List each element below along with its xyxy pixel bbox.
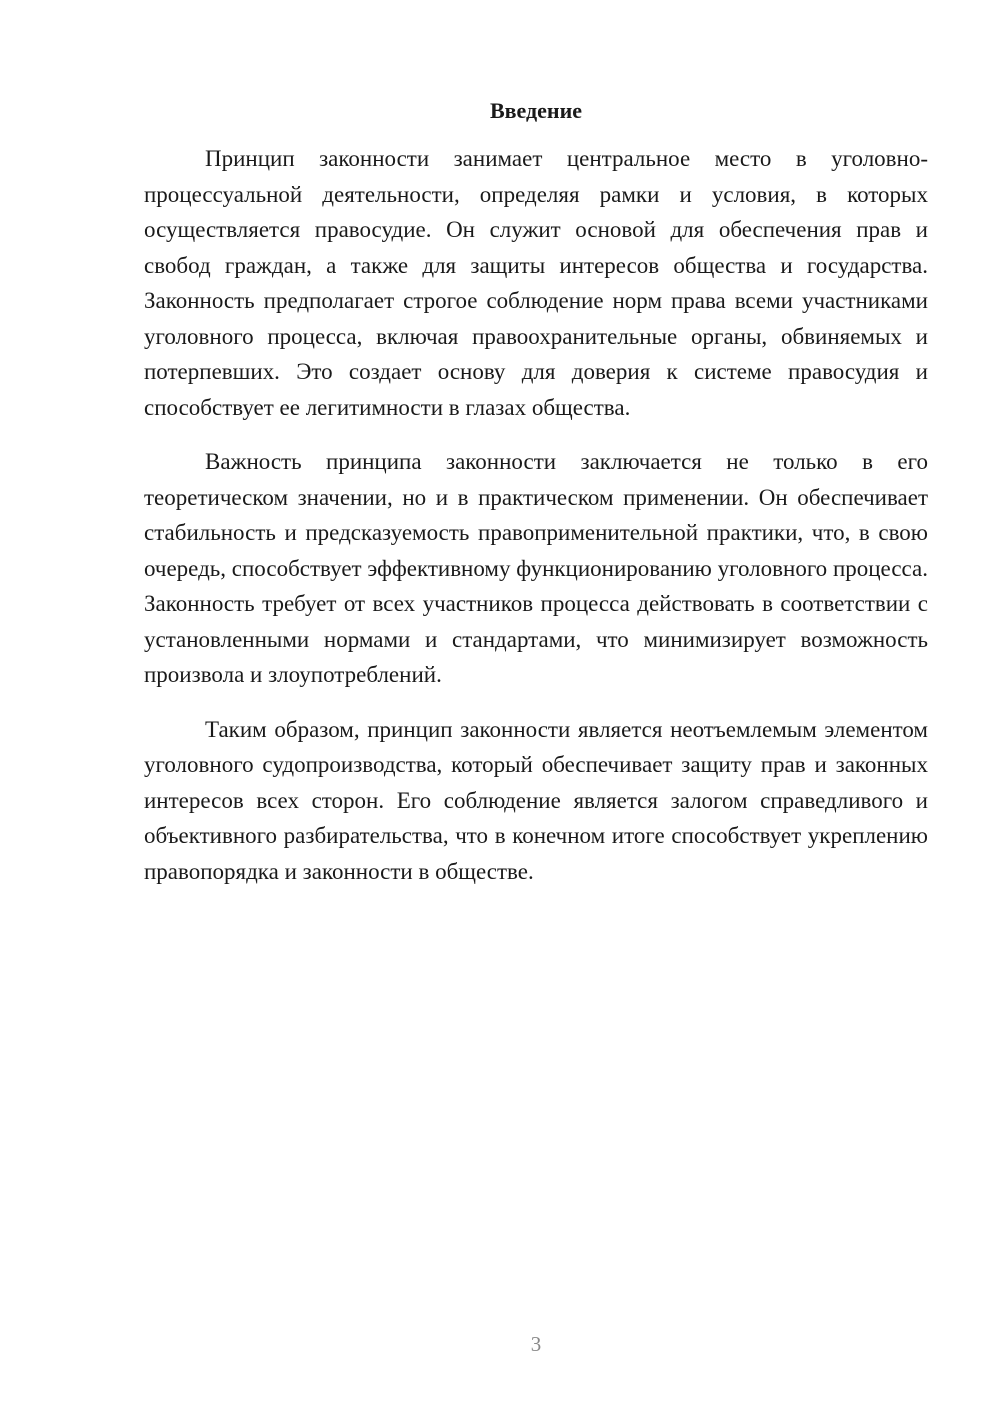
paragraph-2: Важность принципа законности заключается не только в его теоретическом значении, но и в практическом применении. Он обеспечивает стабильность и предсказуемость правоприменительной практики, что, в свою очередь, способствует эффективному функционированию уголовного процесса. Законность требует от всех участников процесса действовать в соответствии с установленными нормами и стандартами, что минимизирует возможность произвола и злоупотреблений. — [144, 449, 928, 687]
section-title: Введение — [489, 98, 583, 123]
paragraph-3: Таким образом, принцип законности является неотъемлемым элементом уголовного судопроизводства, который обеспечивает защиту прав и законных интересов всех сторон. Его соблюдение является залогом справедливого и объективного разбирательства, что в конечном итоге способствует укреплению правопорядка и законности в обществе. — [144, 716, 928, 884]
page-number: 3 — [530, 1332, 542, 1356]
page-content — [144, 94, 928, 889]
paragraph-1: Принцип законности занимает центральное место в уголовно-процессуальной деятельности, определяя рамки и условия, в которых осуществляется правосудие. Он служит основой для обеспечения прав и свобод граждан, а также для защиты интересов общества и государства. Законность предполагает строгое соблюдение норм права всеми участниками уголовного процесса, включая правоохранительные органы, обвиняемых и потерпевших. Это создает основу для доверия к системе правосудия и способствует ее легитимности в глазах общества. — [144, 146, 928, 420]
